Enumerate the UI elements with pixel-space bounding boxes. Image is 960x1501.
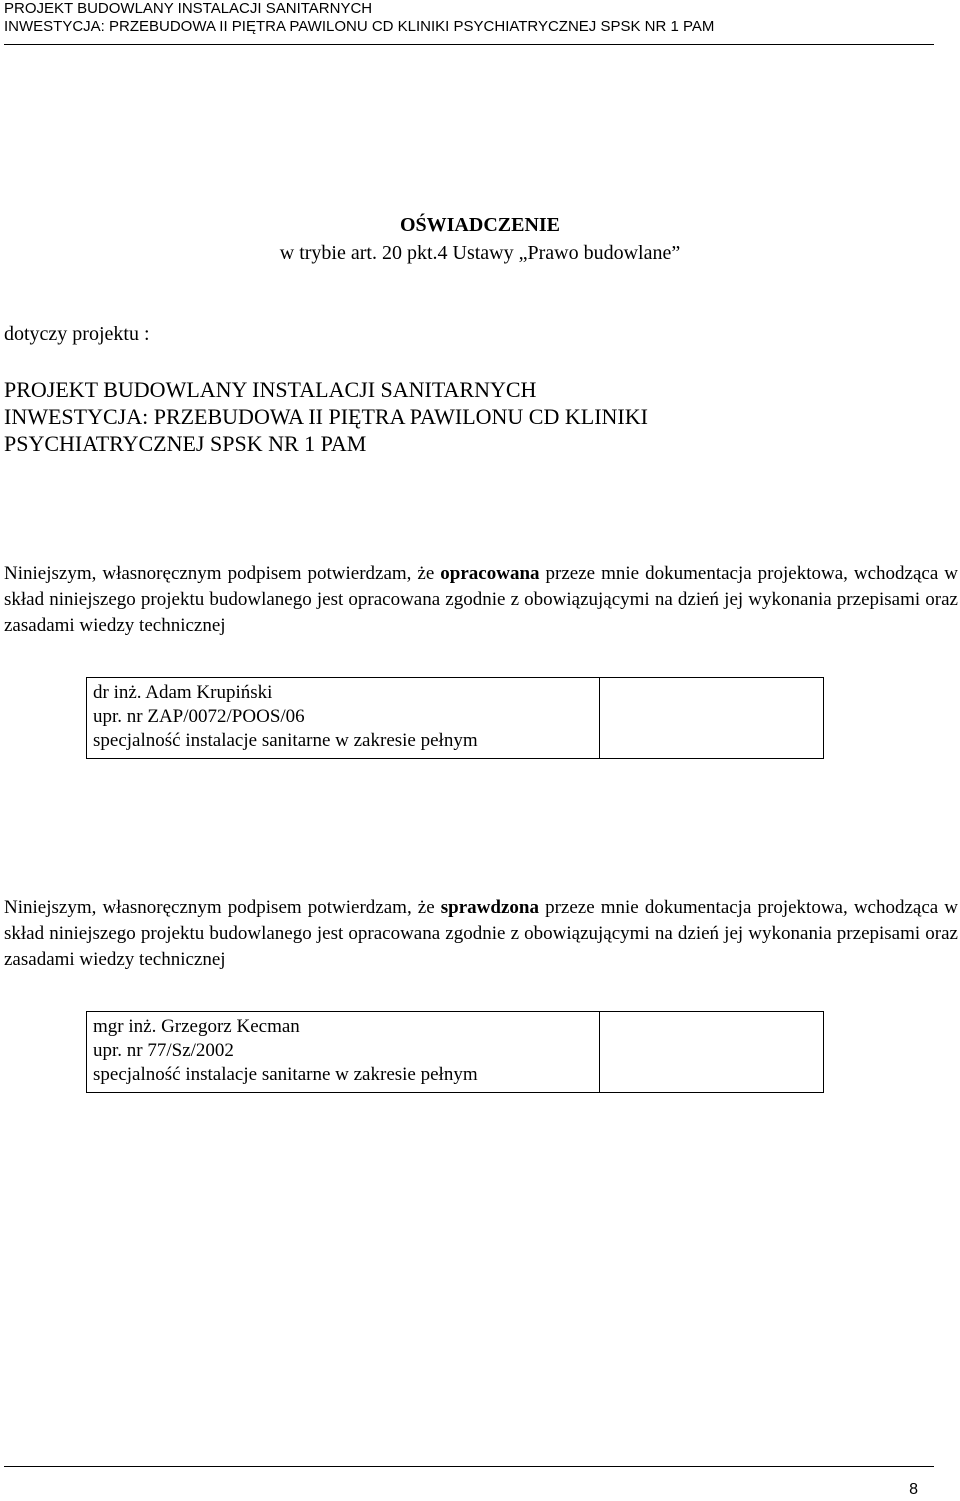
signature-table-designer xyxy=(86,677,824,759)
header-line-2: INWESTYCJA: PRZEBUDOWA II PIĘTRA PAWILONU CD KLINIKI PSYCHIATRYCZNEJ SPSK NR 1 PAM xyxy=(4,18,715,35)
statement-verified-keyword: sprawdzona xyxy=(440,897,539,918)
designer-license: upr. nr ZAP/0072/POOS/06 xyxy=(93,706,305,727)
verifier-license: upr. nr 77/Sz/2002 xyxy=(93,1040,234,1061)
statement-prepared-prefix: Niniejszym, własnoręcznym podpisem potwierdzam, że xyxy=(4,563,435,584)
designer-specialty: specjalność instalacje sanitarne w zakresie pełnym xyxy=(93,730,478,751)
verifier-name: mgr inż. Grzegorz Kecman xyxy=(93,1016,300,1037)
declaration-title-block xyxy=(0,211,960,267)
statement-prepared xyxy=(4,561,958,639)
page-number: 8 xyxy=(909,1481,918,1498)
project-line-3: PSYCHIATRYCZNEJ SPSK NR 1 PAM xyxy=(4,431,367,456)
statement-verified-suffix: przeze mnie dokumentacja projektowa, wchodząca w skład niniejszego projektu budowlanego jest opracowana zgodnie z obowiązującymi na dzień jej wykonania przepisami oraz zasadami wiedzy technicznej xyxy=(4,897,959,970)
header-line-1: PROJEKT BUDOWLANY INSTALACJI SANITARNYCH xyxy=(4,0,373,17)
designer-info-cell xyxy=(87,678,600,759)
verifier-specialty: specjalność instalacje sanitarne w zakresie pełnym xyxy=(93,1064,478,1085)
declaration-subtitle: w trybie art. 20 pkt.4 Ustawy „Prawo budowlane” xyxy=(279,242,681,264)
project-line-1: PROJEKT BUDOWLANY INSTALACJI SANITARNYCH xyxy=(4,377,537,402)
verifier-info-cell xyxy=(87,1012,600,1093)
statement-prepared-suffix: przeze mnie dokumentacja projektowa, wchodząca w skład niniejszego projektu budowlanego jest opracowana zgodnie z obowiązującymi na dzień jej wykonania przepisami oraz zasadami wiedzy technicznej xyxy=(4,563,959,636)
statement-verified xyxy=(4,895,958,973)
designer-name: dr inż. Adam Krupiński xyxy=(93,682,273,703)
signature-table-verifier xyxy=(86,1011,824,1093)
page-header xyxy=(4,0,934,36)
statement-prepared-keyword: opracowana xyxy=(440,563,540,584)
designer-signature-box xyxy=(599,678,823,759)
project-line-2: INWESTYCJA: PRZEBUDOWA II PIĘTRA PAWILONU CD KLINIKI xyxy=(4,404,648,429)
project-name-block xyxy=(4,376,648,457)
concerns-label: dotyczy projektu : xyxy=(4,323,150,345)
declaration-title: OŚWIADCZENIE xyxy=(399,214,561,236)
statement-verified-prefix: Niniejszym, własnoręcznym podpisem potwierdzam, że xyxy=(4,897,435,918)
footer-divider xyxy=(4,1466,934,1467)
header-divider xyxy=(4,44,934,45)
verifier-signature-box xyxy=(599,1012,823,1093)
